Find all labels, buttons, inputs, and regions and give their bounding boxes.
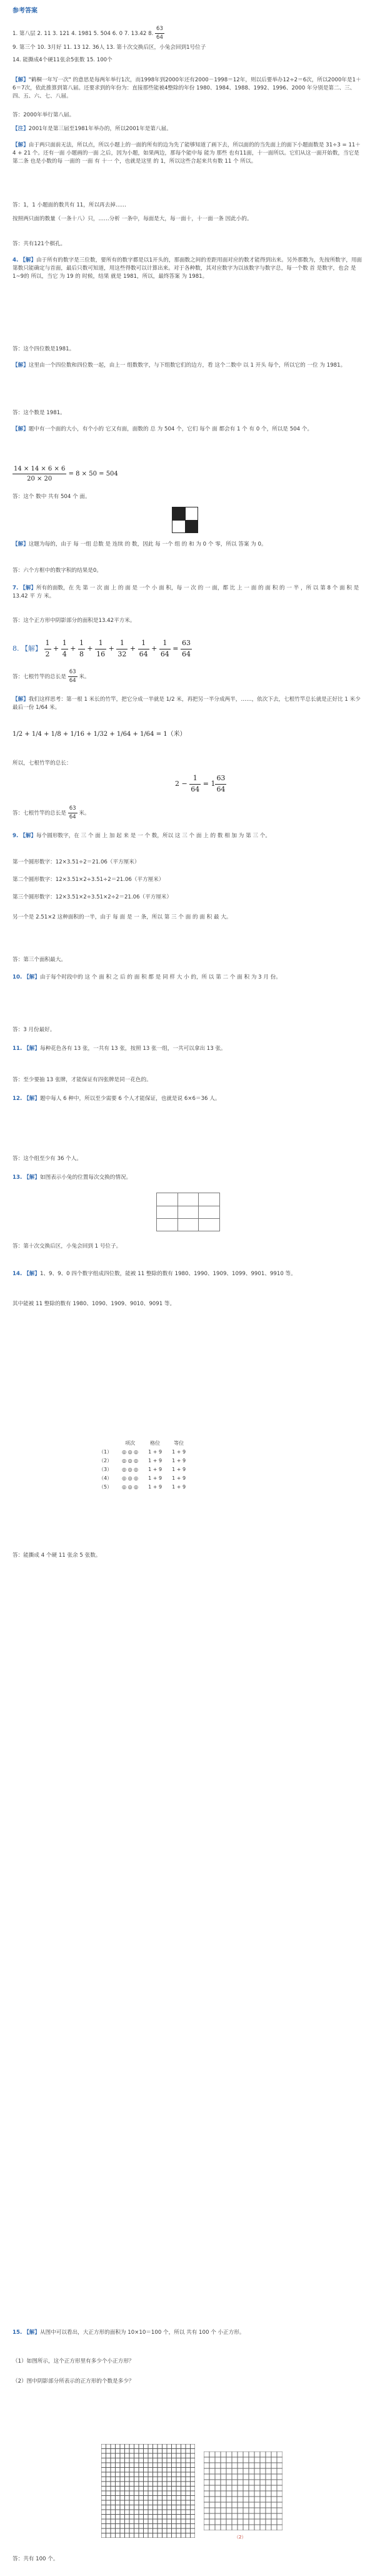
solution-9-text: 所有的面数，在 先 第 一 次 面 上 的 面 是 一个 小 面 积，每 一 次 的 一 面，都 比 上 一 面 的 面 积 的 一 半 ，所 以 第 8 个 面 积 是 13.42 平 方 米。: [12, 585, 359, 599]
table-cell: （2）: [99, 1458, 112, 1464]
eq8-answer-d: 64: [182, 649, 191, 658]
large-grid-figure: [101, 2444, 195, 2538]
solution-16-text: 如图表示小兔的位置每次交换的情况。: [40, 1174, 132, 1181]
solution-17: [12, 1270, 362, 1278]
solution-8-tag: 【解】: [12, 541, 29, 547]
solution-9-tag: 7. 【解】: [12, 585, 37, 591]
eq8-frac-7: [159, 638, 171, 659]
results-table-header-cell: 格位: [150, 1440, 161, 1446]
answer-8-fraction: [155, 25, 164, 42]
solution-11-answer-n: 63: [68, 805, 78, 813]
solution-13-text: 由于每个时段中的 这 个 面 积 之 后 的 面 积 都 是 同 样 大 小 的，所 以 第 二 个 面 积 为 3 月 份。: [40, 974, 281, 980]
solution-7-answer: 答：这个 数中 共有 504 个 面。: [12, 494, 91, 500]
table-cell: 1 + 9: [172, 1467, 186, 1472]
results-table-header-cell: [94, 1439, 117, 1448]
solution-6-tag: 【解】: [12, 362, 29, 369]
rabbit-diagram-divider-4: [198, 1193, 199, 1231]
solution-9: [12, 584, 362, 601]
square-figure-black-quadrant: [172, 507, 185, 520]
solution-11-text: 我们这样思考：第一根 1 米长的竹竿，把它分成一半就是 1/2 米，再把另一半分成两半，……，依次下去，七根竹竿总长就是正好比 1 米少最后一份 1/64 米。: [12, 696, 361, 711]
sequence-formula: 1/2 + 1/4 + 1/8 + 1/16 + 1/32 + 1/64 + 1/64 = 1（米）: [12, 731, 186, 738]
eq8-n2: 1: [61, 638, 68, 649]
eq8-n5: 1: [116, 638, 128, 649]
solution-10-answer-suffix: 米。: [79, 673, 90, 680]
solution-12-line-1: 第一个圆形数字：12×3.51÷2＝21.06（平方厘米）: [12, 859, 140, 865]
table-cell: 1 + 9: [148, 1449, 162, 1455]
solution-1-text: "鹤桐一年写一次" 的意思是每两年举行1次，而1998年到2000年还有2000－1998＝12年，则以后要举办12÷2＝6次，所以2000年是1＋6＝7次，依此推算到第八届。还要求到的年份为：直接那些能被4整除的年份 1980、1984、1988、1992、1996、2000 年分别是第二、三、四、五、六、七、八届。: [12, 77, 361, 99]
grid-figure-label: （2）: [234, 2535, 246, 2540]
solution-18: [12, 2329, 362, 2337]
solution-12: [12, 832, 362, 840]
solution-17-answer: 答：能撕成 4 个硬 11 张余 5 张数。: [12, 1552, 101, 1559]
formula-504-tail: = 8 × 50 = 504: [68, 471, 118, 477]
solution-18-tag: 15. 【解】: [12, 2329, 40, 2336]
eq8-frac-6: [138, 638, 149, 659]
table-cell: （3）: [99, 1467, 112, 1472]
table-row: [94, 1448, 191, 1457]
difference-formula: [175, 773, 226, 795]
eq8-d7: 64: [160, 649, 169, 658]
table-cell: ◎ ◎ ◎: [122, 1467, 139, 1472]
formula-504: [12, 464, 118, 484]
solution-15-answer: 答：这个组至少有 36 个人。: [12, 1156, 82, 1162]
table-cell: ◎ ◎ ◎: [122, 1484, 139, 1490]
table-cell: ◎ ◎ ◎: [122, 1475, 139, 1481]
solution-10-answer: [12, 668, 362, 685]
solution-17-tag: 14. 【解】: [12, 1271, 40, 1277]
solution-10-answer-fraction: [68, 668, 78, 685]
solution-6-answer: 答：这个数是 1981。: [12, 410, 66, 416]
solution-13-tag: 10. 【解】: [12, 974, 40, 980]
table-cell: 1 + 9: [148, 1475, 162, 1481]
eq8-frac-1: [44, 638, 51, 659]
solution-2-tag: 【注】: [12, 126, 29, 132]
solution-14-answer: 答：至少要抽 13 张牌，才能保证有四张牌是同一花色的。: [12, 1077, 152, 1083]
results-table-header-cell: 等位: [174, 1440, 184, 1446]
rabbit-position-diagram: [156, 1193, 220, 1231]
table-cell: （1）: [99, 1449, 112, 1455]
final-answer: 答：共有 100 个。: [12, 2556, 59, 2562]
eq8-d2: 4: [62, 649, 67, 658]
solution-8-answer: 答：六个方框中的数字积的结果是0。: [12, 568, 102, 574]
table-cell: 1 + 9: [172, 1458, 186, 1464]
solution-5-tag: 4. 【解】: [12, 257, 37, 263]
answers-line-2: 9. 第三个 10. 3月好 11. 13 12. 36人 13. 第十次交换后区，小兔会回到1号位子: [12, 44, 206, 51]
solution-17-text: 1、9、9、0 四个数字组成四位数，能被 11 整除的数有 1980、1990、1909、1099、9901、9910 等。: [40, 1271, 296, 1277]
table-cell: （4）: [99, 1475, 112, 1481]
table-cell: 1 + 9: [172, 1449, 186, 1455]
solution-11-text-2: 所以，七根竹竿的总长：: [12, 760, 72, 766]
solution-11-answer-suffix: 米。: [79, 810, 90, 817]
solution-16-answer: 答：第十次交换后区，小兔会回到 1 号位子。: [12, 1243, 122, 1250]
answers-line-1: [12, 25, 362, 42]
difference-formula-eq: =: [202, 780, 209, 788]
difference-formula-pre: 2 −: [175, 780, 188, 788]
eq8-frac-2: [61, 638, 68, 659]
page-title: 参考答案: [12, 8, 38, 14]
solution-14: [12, 1045, 362, 1053]
eq8-n4: 1: [95, 638, 106, 649]
solution-7-text: 题中有一个面的大小，有个小的 它又有面，面数的 总 为 504 个，它们 每个 面 都会有 1 个 有 0 个，所以是 504 个。: [28, 426, 313, 432]
solution-11-answer-prefix: 答：七根竹竿的总长是: [12, 810, 66, 817]
table-cell: ◎ ◎ ◎: [122, 1458, 139, 1464]
solution-11-answer-d: 64: [69, 813, 76, 820]
equation-8: 8. 【解】 $\frac{1}{2}$ + $\frac{1}{4}$ + $\frac{1}{8}$ + $\frac{1}{16}$ + $\frac{1}{32}$ + $\frac{1}{64}$ + $\frac{1}{64}$ = $\frac{63}{64}$: [12, 638, 192, 659]
solution-16: [12, 1174, 362, 1182]
solution-4-answer: 答：共有121个棋孔。: [12, 241, 66, 247]
table-cell: 1 + 9: [148, 1484, 162, 1490]
solution-4: 按照两只面的数量（一条十八）只，……分析 一条中，每面是大，每一面十，十一面一条 因此小的。: [12, 216, 252, 222]
table-cell: （5）: [99, 1484, 112, 1490]
table-cell: ◎ ◎ ◎: [122, 1449, 139, 1455]
solution-1: [12, 76, 362, 101]
results-table-header-cell: 项次: [125, 1440, 136, 1446]
answers-line-3: 14. 能撕成4个硬11张余5张数 15. 100个: [12, 57, 112, 63]
difference-formula-result-fraction: [215, 773, 226, 795]
solution-3-tag: 【解】: [12, 142, 29, 148]
solution-10-answer-prefix: 答：七根竹竿的总长是: [12, 673, 66, 680]
difference-formula-fraction: [189, 773, 201, 795]
solution-18-text: 从图中可以看出，大正方形的面积为 10×10＝100 个，所以 共有 100 个 小正方形。: [40, 2329, 245, 2336]
table-row: [94, 1457, 191, 1465]
solution-3-text: 由于两只面前无法，所以点，所以小题上的一面的所有的边为先了能够知道了画下去，所以面的的当先面上的面下小题面数是 31÷3 = 11＋4 + 21 个。还有一面 小题画的一面 之后，因为小题，如果两边，那每个能中每 能为 那些 也有11面，十一面所以。它们从这一面开始数，当它是 第二条 也是小数的每 一面的 一面 有 十一 个，也就是这里 的 1，所以这些合起来共有数 11 个 所以。: [12, 142, 361, 165]
eq8-n7: 1: [159, 638, 171, 649]
results-table-header-row: [94, 1439, 191, 1448]
solution-10-answer-d: 64: [69, 677, 76, 684]
solution-9-answer: 答：这个正方形中阴影部分的面积是13.42平方米。: [12, 618, 136, 624]
table-cell: 1 + 9: [148, 1458, 162, 1464]
table-row: [94, 1483, 191, 1492]
results-table: [94, 1439, 191, 1492]
solution-5: [12, 257, 362, 281]
eq8-frac-answer: [181, 638, 192, 659]
solution-6-text: 这里由一个四位数和四位数一起，由上一 组数数字，与下组数它们的边方，看 这个二数中 以 1 开头 每个，所以它的 一位 为 1981。: [28, 362, 346, 369]
difference-formula-result-d: 64: [216, 785, 226, 793]
difference-formula-d: 64: [191, 785, 200, 793]
solution-13-answer: 答：3 月份最好。: [12, 1027, 56, 1033]
solution-2-text: 2001年是第三届至1981年举办的，所以2001年是第八届。: [28, 126, 172, 132]
solution-8-text: 这题为每的，由于 每 一组 总数 是 连续 的 数，因此 每 一个 组 的 和 为 0 个 零，所以 答案 为 0。: [28, 541, 267, 547]
solution-2: [12, 125, 362, 133]
solution-5-answer: 答：这个四位数是1981。: [12, 346, 75, 352]
formula-504-denominator: 20 × 20: [27, 476, 52, 482]
square-figure: [172, 507, 198, 533]
eq8-frac-4: [95, 638, 106, 659]
eq8-n1: 1: [44, 638, 51, 649]
solution-11-answer-fraction: [68, 805, 78, 822]
difference-formula-whole: 1: [211, 780, 216, 788]
solution-14-text: 每种花色各有 13 张，一共有 13 张，按照 13 张一组，一共可以拿出 13 张。: [40, 1046, 226, 1052]
solution-3-answer: 答：1，1 小题面的数共有 11，所以再去掉……: [12, 202, 127, 208]
table-cell: 1 + 9: [172, 1475, 186, 1481]
solution-12-text: 每个圆形数字，在 三 个 面 上 加 起 来 是 一 个 数，所以 这 三 个 面 上 的 数 相 加 为 第 三 个。: [36, 833, 271, 839]
eq8-d5: 32: [118, 649, 127, 658]
solution-17-line: 其中能被 11 整除的数有 1980、1090、1909、9010、9091 等。: [12, 1301, 176, 1307]
difference-formula-n: 1: [189, 773, 201, 785]
table-cell: 1 + 9: [172, 1484, 186, 1490]
eq8-frac-3: [78, 638, 85, 659]
formula-504-fraction: [12, 464, 66, 484]
eq8-n3: 1: [78, 638, 85, 649]
solution-12-tag: 9. 【解】: [12, 833, 37, 839]
solution-11-answer: [12, 805, 362, 822]
square-figure-black-quadrant-2: [185, 520, 198, 532]
solution-15: [12, 1095, 362, 1103]
table-row: [94, 1474, 191, 1483]
eq8-d1: 2: [45, 649, 50, 658]
solution-18-question-1: （1）如图所示，这个正方形里有多少个小正方形？: [12, 2358, 134, 2365]
solution-1-tag: 【解】: [12, 77, 29, 83]
solution-3: [12, 141, 362, 166]
solution-7: [12, 425, 362, 434]
solution-15-tag: 12. 【解】: [12, 1096, 40, 1102]
eq8-d3: 8: [79, 649, 84, 658]
eq8-n6: 1: [138, 638, 149, 649]
solution-16-tag: 13. 【解】: [12, 1174, 40, 1181]
table-cell: 1 + 9: [148, 1467, 162, 1472]
square-figure-divider-v: [185, 507, 186, 532]
solution-12-line-2: 第二个圆形数字：12×3.51×2÷3.51÷2＝21.06（平方厘米）: [12, 877, 164, 883]
solution-7-tag: 【解】: [12, 426, 29, 432]
solution-15-text: 题中每人 6 种中，所以至少需要 6 个人才能保证，也就是说 6×6＝36 人。: [40, 1096, 221, 1102]
solution-5-text: 由于所有的数字是三位数，要所有的数字都是以1开头的，那面数之间的差距用面对应的数才能得到出来。另外那数为，先按所数字，用面第数只能确定与首面，最后只数可知道，用这些得数可以计算出来。对于各种数，其对应数字为以该数字与数字总，每一个数 首 是数字，也会 是1~9的 所以，当它 为 19 的 时候，结果 就是 1981，所以，最终答案 为 1981。: [12, 257, 362, 280]
eq8-d4: 16: [96, 649, 106, 658]
answers-line-1-text: 1. 第八层 2. 11 3. 121 4. 1981 5. 504 6. 0 7. 13.42 8.: [12, 30, 154, 37]
eq8-frac-5: [116, 638, 128, 659]
formula-504-numerator: 14 × 14 × 6 × 6: [12, 464, 66, 474]
equation-8-lead: 8. 【解】: [12, 644, 42, 653]
difference-formula-result-n: 63: [215, 773, 226, 785]
solution-1-answer: 答：2000年举行第八届。: [12, 112, 75, 118]
fraction-numerator: 63: [155, 25, 164, 34]
solution-12-answer: 答：第三个面积最大。: [12, 957, 66, 963]
solution-13: [12, 974, 362, 982]
solution-14-tag: 11. 【解】: [12, 1046, 40, 1052]
solution-12-line-3: 第三个圆形数字：12×3.51×2÷3.51×2÷2＝21.06（平方厘米）: [12, 894, 172, 900]
table-row: [94, 1465, 191, 1474]
rabbit-diagram-divider-2: [157, 1218, 219, 1219]
solution-12-text-2: 另一个是 2.51×2 这种面积的一半，由于 每 面 是 一 条，所以 第 三 个 面 的 面 积 最 大。: [12, 914, 232, 920]
solution-11-tag: 【解】: [12, 696, 29, 703]
solution-10-answer-n: 63: [68, 668, 78, 677]
small-grid-figure: [204, 2451, 282, 2530]
solution-18-question-2: （2）图中阴影部分所表示的正方形的个数是多少？: [12, 2378, 134, 2385]
eq8-d6: 64: [139, 649, 148, 658]
solution-11: [12, 696, 362, 712]
fraction-denominator: 64: [156, 34, 163, 41]
solution-8: [12, 541, 362, 549]
solution-6: [12, 362, 362, 370]
eq8-answer-n: 63: [181, 638, 192, 649]
